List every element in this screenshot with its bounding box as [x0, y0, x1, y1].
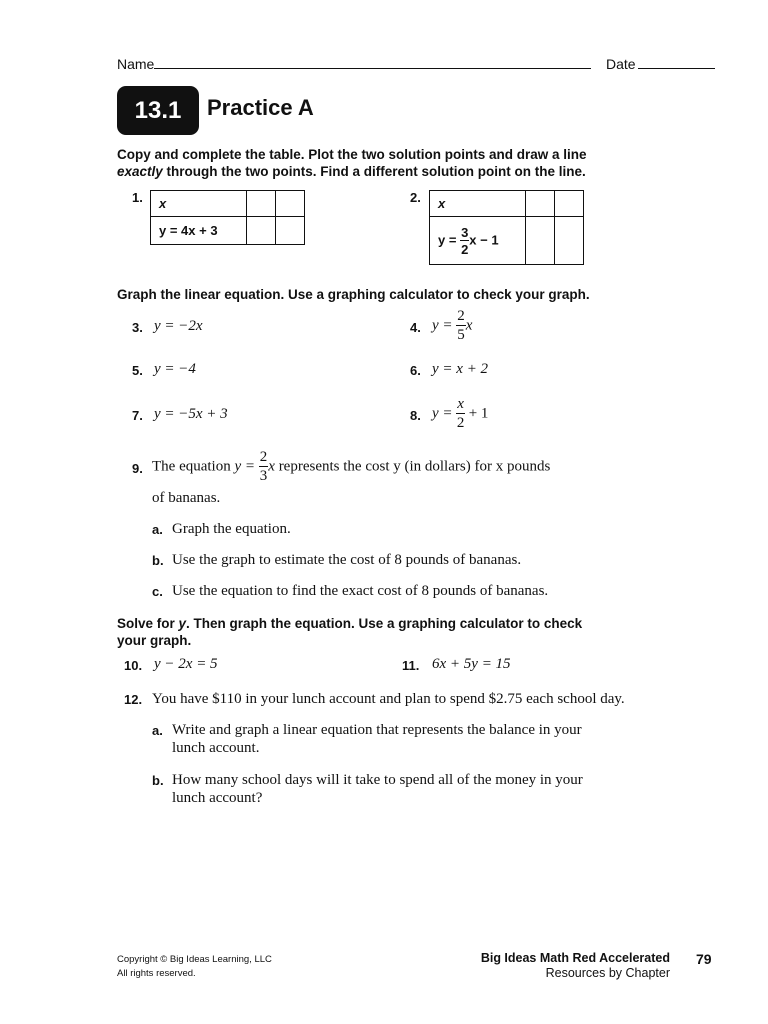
- instructions-line-1: Copy and complete the table. Plot the two solution points and draw a line: [117, 147, 587, 162]
- section-number-badge: 13.1: [117, 86, 199, 135]
- table-problem-1: [150, 190, 305, 245]
- problem-5-number: 5.: [132, 363, 143, 378]
- date-field-line[interactable]: [638, 54, 715, 69]
- problem-9c-label: c.: [152, 584, 163, 599]
- problem-4-fraction: $\frac{2}{5}$: [457, 308, 465, 343]
- table-1-cell[interactable]: [276, 191, 305, 217]
- problem-9a-text: Graph the equation.: [172, 521, 291, 537]
- problem-4-equation: y = $\frac{2}{5}$ x: [432, 308, 473, 343]
- problem-9-fraction: $\frac{2}{3}$: [259, 449, 268, 484]
- problem-9a-label: a.: [152, 522, 163, 537]
- page-title: Practice A: [207, 95, 314, 120]
- problem-12b-label: b.: [152, 773, 164, 788]
- problem-9-text: The equation y = $\frac{2}{3}$ x represents the cost y (in dollars) for x pounds: [152, 449, 551, 484]
- problem-12a-label: a.: [152, 723, 163, 738]
- table-2-cell[interactable]: [555, 217, 584, 265]
- problem-12-text: You have $110 in your lunch account and plan to spend $2.75 each school day.: [152, 691, 625, 707]
- instructions-table: [117, 146, 677, 180]
- problem-6-number: 6.: [410, 363, 421, 378]
- problem-10-number: 10.: [124, 658, 143, 673]
- instructions-line-2: exactly through the two points. Find a different solution point on the line.: [117, 164, 586, 179]
- problem-11-equation: 6x + 5y = 15: [432, 656, 511, 672]
- problem-4-number: 4.: [410, 320, 421, 335]
- page-number: 79: [696, 951, 712, 967]
- problem-12a-text: Write and graph a linear equation that represents the balance in your lunch account.: [172, 722, 582, 756]
- problem-8-equation: y = $\frac{x}{2}$ + 1: [432, 396, 489, 431]
- problem-3-number: 3.: [132, 320, 143, 335]
- table-problem-2: [429, 190, 584, 265]
- instructions-solve: Solve for y. Then graph the equation. Use a graphing calculator to check your graph.: [117, 616, 583, 648]
- table-2-y-header: y = $\frac{3}{2}$ x − 1: [430, 217, 526, 265]
- footer-book-info: [430, 951, 670, 981]
- problem-7-number: 7.: [132, 408, 143, 423]
- problem-9-line-2: of bananas.: [152, 490, 221, 506]
- problem-12-number: 12.: [124, 692, 143, 707]
- table-1-x-header: x: [151, 191, 247, 217]
- footer-resources: Resources by Chapter: [545, 966, 670, 980]
- problem-7-equation: y = −5x + 3: [154, 406, 228, 422]
- table-2-cell[interactable]: [526, 217, 555, 265]
- footer-copyright: Copyright © Big Ideas Learning, LLC All rights reserved.: [117, 954, 272, 979]
- problem-1-number: 1.: [132, 190, 143, 205]
- date-row: [606, 54, 715, 72]
- problem-9c-text: Use the equation to find the exact cost of 8 pounds of bananas.: [172, 583, 549, 599]
- table-2-cell[interactable]: [526, 191, 555, 217]
- problem-5-equation: y = −4: [154, 361, 196, 377]
- footer-book-title: Big Ideas Math Red Accelerated: [480, 951, 670, 965]
- name-label: Name: [117, 56, 155, 72]
- problem-2-number: 2.: [410, 190, 421, 205]
- problem-8-fraction: $\frac{x}{2}$: [456, 396, 465, 431]
- name-field-line[interactable]: [154, 54, 591, 69]
- table-1-cell[interactable]: [247, 217, 276, 245]
- table-2-cell[interactable]: [555, 191, 584, 217]
- table-1-cell[interactable]: [276, 217, 305, 245]
- table-1-cell[interactable]: [247, 191, 276, 217]
- problem-9b-label: b.: [152, 553, 164, 568]
- table-2-fraction: $\frac{3}{2}$: [461, 224, 469, 257]
- instructions-graph: Graph the linear equation. Use a graphing calculator to check your graph.: [117, 287, 590, 302]
- date-label: Date: [606, 56, 636, 72]
- problem-10-equation: y − 2x = 5: [154, 656, 218, 672]
- problem-12b-text: How many school days will it take to spend all of the money in your lunch account?: [172, 772, 583, 806]
- problem-8-number: 8.: [410, 408, 421, 423]
- emphasis-exactly: exactly: [117, 164, 163, 179]
- table-1-y-header: y = 4x + 3: [151, 217, 247, 245]
- problem-3-equation: y = −2x: [154, 318, 203, 334]
- name-date-row: [117, 54, 591, 72]
- problem-9-number: 9.: [132, 461, 143, 476]
- problem-11-number: 11.: [402, 658, 420, 673]
- problem-9b-text: Use the graph to estimate the cost of 8 pounds of bananas.: [172, 552, 522, 568]
- problem-6-equation: y = x + 2: [432, 361, 489, 377]
- table-2-x-header: x: [430, 191, 526, 217]
